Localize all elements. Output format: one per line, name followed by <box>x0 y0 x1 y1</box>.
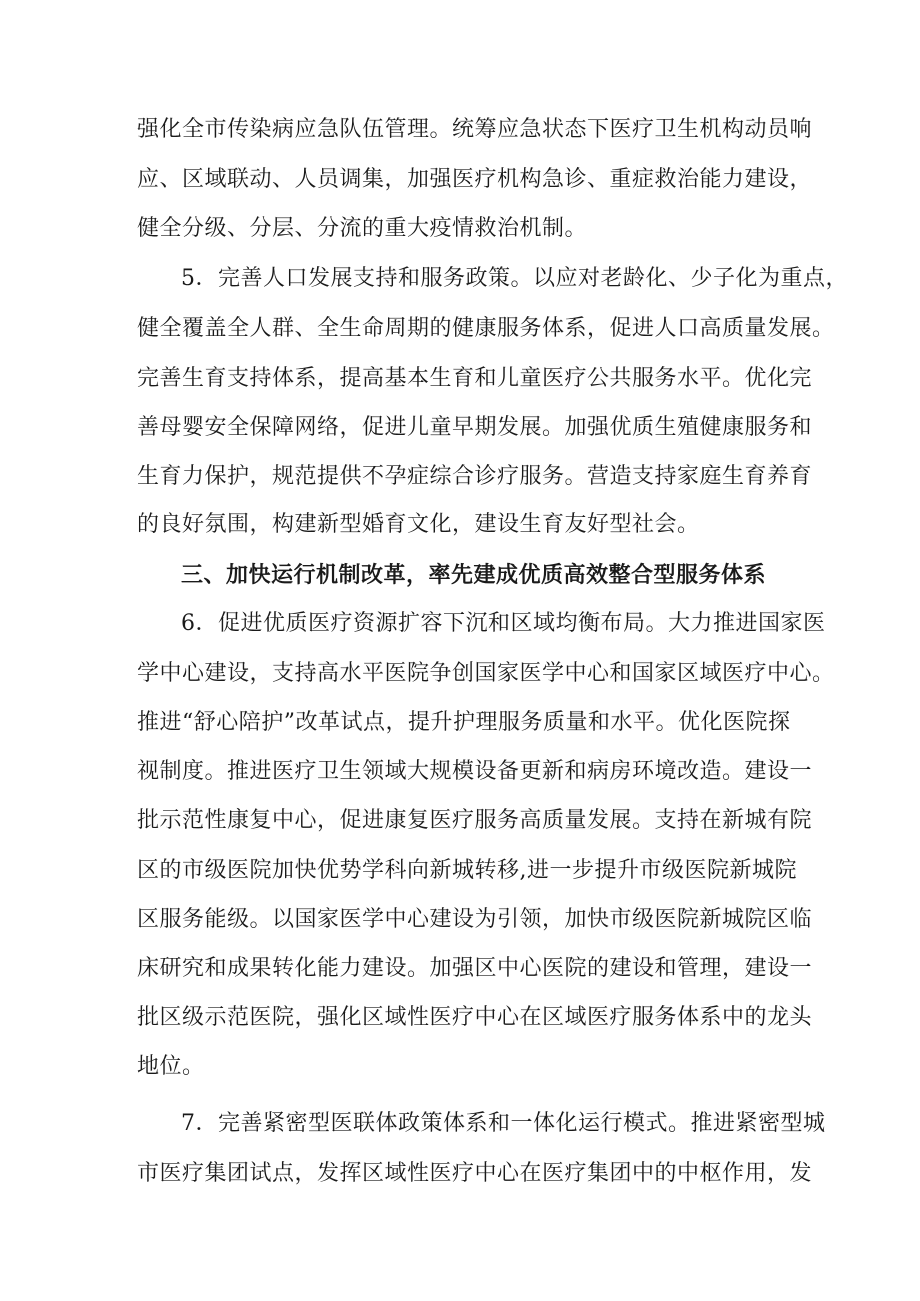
text-line: 生育力保护，规范提供不孕症综合诊疗服务。营造支持家庭生育养育 <box>137 464 813 489</box>
text-line: 善母婴安全保障网络，促进儿童早期发展。加强优质生殖健康服务和 <box>137 415 813 440</box>
text-line: 市医疗集团试点，发挥区域性医疗中心在医疗集团中的中枢作用，发 <box>137 1161 813 1186</box>
text-line: 批区级示范医院，强化区域性医疗中心在区域医疗服务体系中的龙头 <box>137 1005 813 1030</box>
paragraph-7-first-line: 7．完善紧密型医联体政策体系和一体化运行模式。推进紧密型城 <box>181 1111 826 1136</box>
text-line: 视制度。推进医疗卫生领域大规模设备更新和病房环境改造。建设一 <box>137 759 813 784</box>
text-line: 完善生育支持体系，提高基本生育和儿童医疗公共服务水平。优化完 <box>137 366 813 391</box>
text-line: 床研究和成果转化能力建设。加强区中心医院的建设和管理，建设一 <box>137 956 813 981</box>
text-line: 区服务能级。以国家医学中心建设为引领，加快市级医院新城院区临 <box>137 907 813 932</box>
text-line: 强化全市传染病应急队伍管理。统筹应急状态下医疗卫生机构动员响 <box>137 117 813 142</box>
paragraph-5-first-line: 5．完善人口发展支持和服务政策。以应对老龄化、少子化为重点， <box>181 266 848 291</box>
text-line: 批示范性康复中心，促进康复医疗服务高质量发展。支持在新城有院 <box>137 808 813 833</box>
paragraph-6-first-line: 6．促进优质医疗资源扩容下沉和区域均衡布局。大力推进国家医 <box>181 611 826 636</box>
text-line: 的良好氛围，构建新型婚育文化，建设生育友好型社会。 <box>137 512 700 537</box>
text-line: 区的市级医院加快优势学科向新城转移,进一步提升市级医院新城院 <box>137 858 797 883</box>
text-line: 健全覆盖全人群、全生命周期的健康服务体系，促进人口高质量发展。 <box>137 316 835 341</box>
text-line: 推进“舒心陪护”改革试点，提升护理服务质量和水平。优化医院探 <box>137 710 791 735</box>
text-line: 地位。 <box>137 1054 205 1079</box>
text-line: 应、区域联动、人员调集，加强医疗机构急诊、重症救治能力建设， <box>137 167 813 192</box>
section-heading: 三、加快运行机制改革，率先建成优质高效整合型服务体系 <box>181 562 767 588</box>
text-line: 学中心建设，支持高水平医院争创国家医学中心和国家区域医疗中心。 <box>137 661 835 686</box>
text-line: 健全分级、分层、分流的重大疫情救治机制。 <box>137 216 588 241</box>
